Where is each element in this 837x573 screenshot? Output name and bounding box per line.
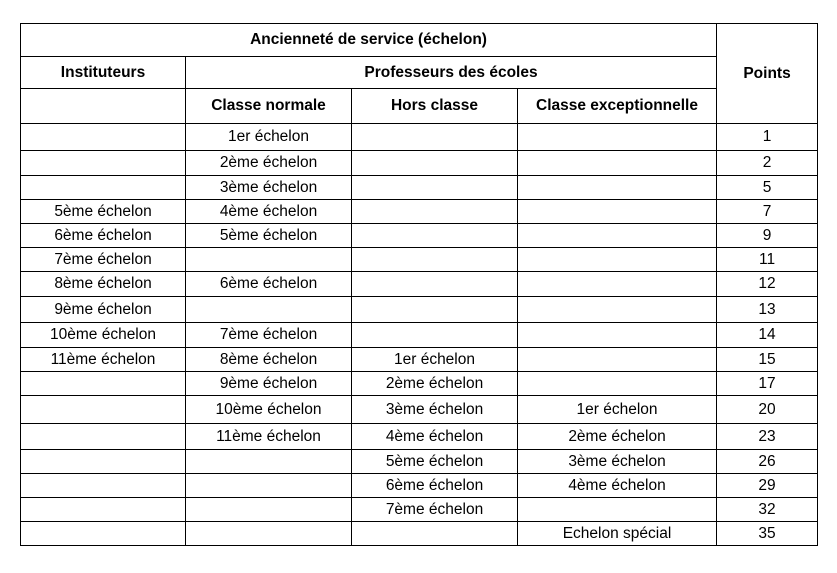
points-cell: 13 [717, 297, 818, 323]
table-row [21, 248, 818, 272]
table-row [21, 323, 818, 348]
hors-classe-cell [352, 248, 518, 272]
instituteurs-cell: 5ème échelon [21, 200, 186, 224]
hors-classe-cell [352, 200, 518, 224]
professeurs-header: Professeurs des écoles [186, 57, 717, 89]
classe-exceptionnelle-cell [518, 272, 717, 297]
classe-normale-cell [186, 474, 352, 498]
hors-classe-cell: 1er échelon [352, 348, 518, 372]
hors-classe-cell: 5ème échelon [352, 450, 518, 474]
classe-normale-cell: 10ème échelon [186, 396, 352, 424]
table-row [21, 124, 818, 151]
points-cell: 20 [717, 396, 818, 424]
instituteurs-cell: 11ème échelon [21, 348, 186, 372]
table-row [21, 151, 818, 176]
classe-normale-cell: 2ème échelon [186, 151, 352, 176]
classe-normale-cell: 1er échelon [186, 124, 352, 151]
points-cell: 14 [717, 323, 818, 348]
classe-normale-cell [186, 522, 352, 546]
table-row [21, 200, 818, 224]
hors-classe-cell: 6ème échelon [352, 474, 518, 498]
instituteurs-subheader-empty [21, 89, 186, 124]
instituteurs-cell: 8ème échelon [21, 272, 186, 297]
hors-classe-cell [352, 522, 518, 546]
header-row-title [21, 24, 818, 57]
table-row [21, 522, 818, 546]
hors-classe-cell [352, 176, 518, 200]
classe-normale-cell: 5ème échelon [186, 224, 352, 248]
table-row [21, 272, 818, 297]
table-title: Ancienneté de service (échelon) [21, 24, 717, 57]
classe-normale-cell [186, 248, 352, 272]
points-cell: 29 [717, 474, 818, 498]
points-cell: 23 [717, 424, 818, 450]
points-cell: 7 [717, 200, 818, 224]
points-cell: 1 [717, 124, 818, 151]
hors-classe-header: Hors classe [352, 89, 518, 124]
table-row [21, 348, 818, 372]
instituteurs-cell [21, 522, 186, 546]
hors-classe-cell [352, 297, 518, 323]
classe-exceptionnelle-cell [518, 176, 717, 200]
points-cell: 26 [717, 450, 818, 474]
classe-normale-cell: 7ème échelon [186, 323, 352, 348]
header-row-subgroups [21, 89, 818, 124]
hors-classe-cell [352, 124, 518, 151]
classe-normale-cell: 3ème échelon [186, 176, 352, 200]
classe-normale-cell [186, 450, 352, 474]
hors-classe-cell: 3ème échelon [352, 396, 518, 424]
hors-classe-cell [352, 323, 518, 348]
instituteurs-cell [21, 151, 186, 176]
table-row [21, 372, 818, 396]
points-cell: 2 [717, 151, 818, 176]
classe-normale-cell: 4ème échelon [186, 200, 352, 224]
points-cell: 35 [717, 522, 818, 546]
hors-classe-cell: 2ème échelon [352, 372, 518, 396]
table-row [21, 396, 818, 424]
instituteurs-cell: 6ème échelon [21, 224, 186, 248]
instituteurs-cell [21, 498, 186, 522]
table-row [21, 176, 818, 200]
instituteurs-cell [21, 372, 186, 396]
table-row [21, 297, 818, 323]
classe-exceptionnelle-cell: 2ème échelon [518, 424, 717, 450]
table-row [21, 474, 818, 498]
points-cell: 32 [717, 498, 818, 522]
seniority-points-table [20, 23, 818, 546]
points-header: Points [717, 24, 818, 124]
hors-classe-cell [352, 151, 518, 176]
instituteurs-header: Instituteurs [21, 57, 186, 89]
classe-exceptionnelle-cell [518, 297, 717, 323]
points-cell: 5 [717, 176, 818, 200]
instituteurs-cell [21, 424, 186, 450]
instituteurs-cell [21, 176, 186, 200]
table-row [21, 424, 818, 450]
hors-classe-cell: 7ème échelon [352, 498, 518, 522]
classe-normale-cell: 11ème échelon [186, 424, 352, 450]
classe-exceptionnelle-cell [518, 348, 717, 372]
classe-normale-cell [186, 498, 352, 522]
table-row [21, 450, 818, 474]
classe-exceptionnelle-cell [518, 224, 717, 248]
header-row-groups [21, 57, 818, 89]
instituteurs-cell [21, 474, 186, 498]
classe-normale-cell: 8ème échelon [186, 348, 352, 372]
classe-exceptionnelle-cell [518, 498, 717, 522]
instituteurs-cell [21, 124, 186, 151]
classe-normale-header: Classe normale [186, 89, 352, 124]
classe-exceptionnelle-cell: 4ème échelon [518, 474, 717, 498]
hors-classe-cell: 4ème échelon [352, 424, 518, 450]
classe-exceptionnelle-cell [518, 248, 717, 272]
classe-exceptionnelle-cell [518, 200, 717, 224]
classe-exceptionnelle-cell [518, 151, 717, 176]
table-body [21, 124, 818, 546]
points-cell: 11 [717, 248, 818, 272]
instituteurs-cell [21, 396, 186, 424]
points-cell: 12 [717, 272, 818, 297]
instituteurs-cell [21, 450, 186, 474]
points-cell: 17 [717, 372, 818, 396]
instituteurs-cell: 9ème échelon [21, 297, 186, 323]
classe-exceptionnelle-cell [518, 372, 717, 396]
points-cell: 9 [717, 224, 818, 248]
table-row [21, 498, 818, 522]
table-header [21, 24, 818, 124]
instituteurs-cell: 10ème échelon [21, 323, 186, 348]
classe-exceptionnelle-cell: 1er échelon [518, 396, 717, 424]
instituteurs-cell: 7ème échelon [21, 248, 186, 272]
classe-normale-cell: 9ème échelon [186, 372, 352, 396]
table-row [21, 224, 818, 248]
classe-exceptionnelle-cell [518, 323, 717, 348]
classe-exceptionnelle-cell: Echelon spécial [518, 522, 717, 546]
classe-exceptionnelle-header: Classe exceptionnelle [518, 89, 717, 124]
classe-normale-cell [186, 297, 352, 323]
classe-normale-cell: 6ème échelon [186, 272, 352, 297]
classe-exceptionnelle-cell [518, 124, 717, 151]
classe-exceptionnelle-cell: 3ème échelon [518, 450, 717, 474]
hors-classe-cell [352, 224, 518, 248]
points-cell: 15 [717, 348, 818, 372]
hors-classe-cell [352, 272, 518, 297]
